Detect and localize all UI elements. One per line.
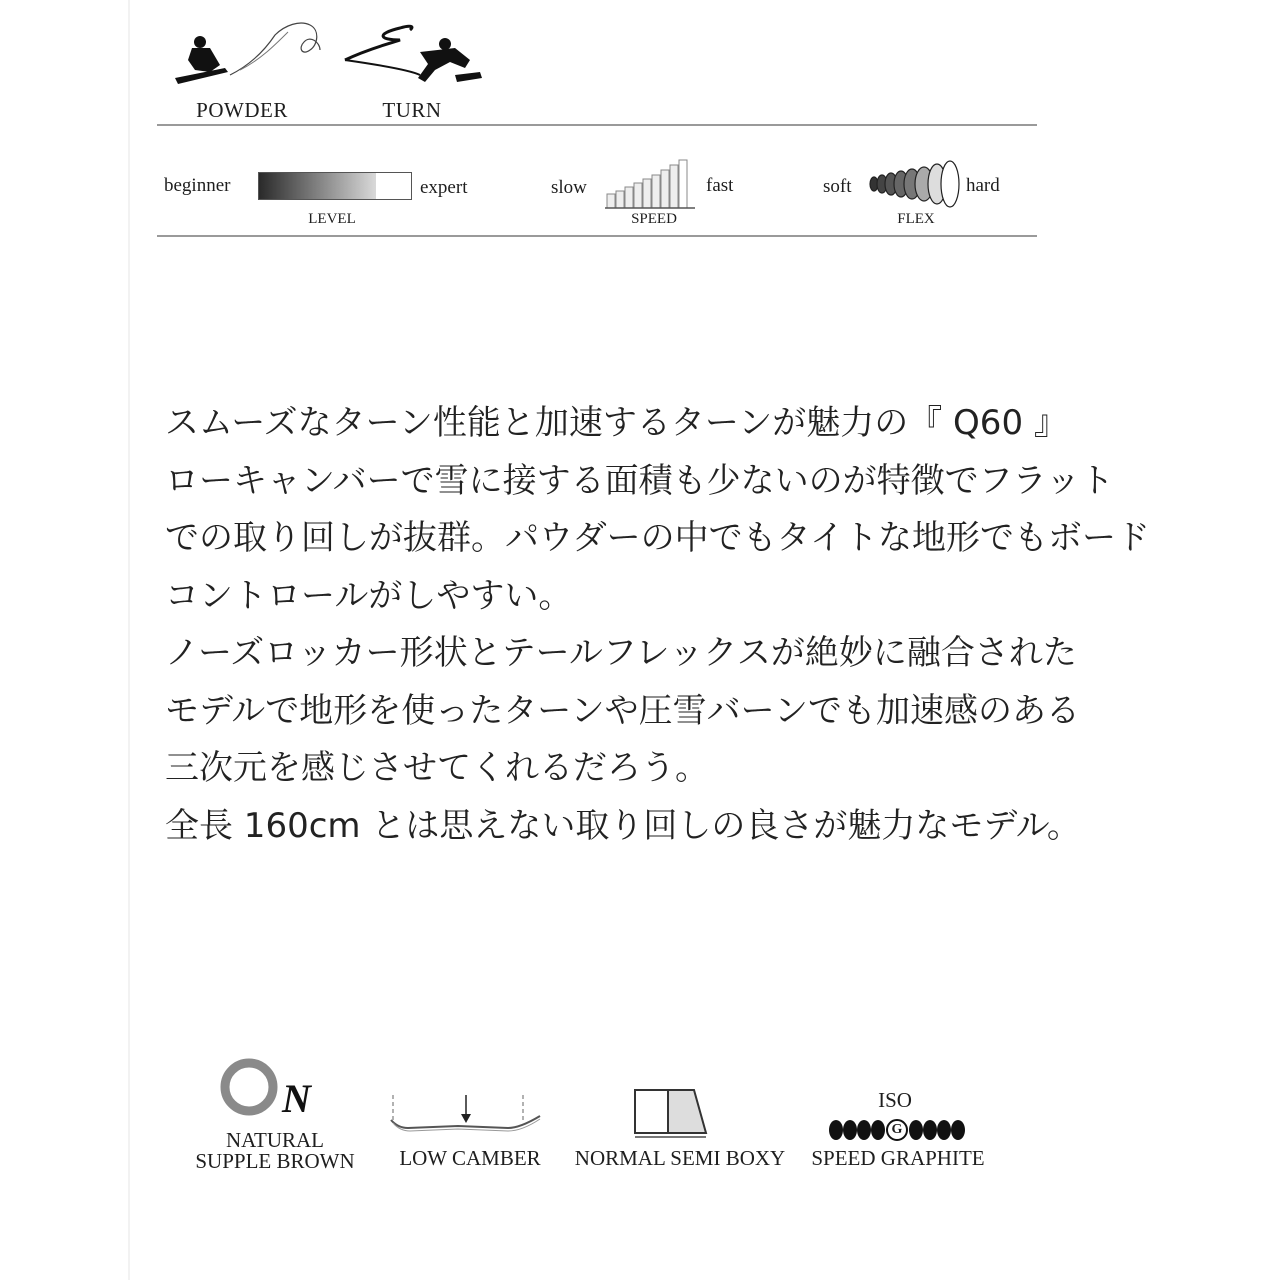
speed-graphite-icon — [826, 1117, 971, 1143]
flex-max-label: hard — [966, 175, 1000, 196]
level-min-label: beginner — [164, 175, 231, 196]
level-bar-fill — [259, 173, 376, 199]
turn-label: TURN — [382, 98, 442, 122]
core-caption — [185, 1130, 365, 1172]
description-line: ノーズロッカー形状とテールフレックスが絶妙に融合された — [165, 633, 1077, 673]
semi-boxy-sidewall-icon — [632, 1085, 712, 1140]
speed-caption: SPEED — [631, 211, 677, 227]
description — [165, 395, 1165, 855]
speed-min-label: slow — [551, 177, 587, 198]
turn-icon — [340, 20, 490, 90]
level-max-label: expert — [420, 177, 468, 198]
base-top-label: ISO — [878, 1088, 912, 1112]
description-line: 三次元を感じさせてくれるだろう。 — [165, 748, 709, 788]
flex-min-label: soft — [823, 176, 852, 197]
powder-icon — [170, 20, 330, 90]
speed-steps-icon — [605, 158, 700, 210]
base-center-mark: G — [891, 1122, 903, 1137]
flex-caption: FLEX — [897, 211, 935, 227]
description-line: コントロールがしやすい。 — [165, 575, 573, 616]
sidewall-caption: NORMAL SEMI BOXY — [574, 1146, 786, 1170]
bottom-divider — [157, 235, 1037, 237]
speed-max-label: fast — [706, 175, 734, 196]
top-divider — [157, 124, 1037, 126]
flex-discs-icon — [866, 158, 962, 210]
description-line: スムーズなターン性能と加速するターンが魅力の『 Q60 』 — [165, 403, 1068, 443]
level-caption: LEVEL — [308, 211, 356, 227]
description-line: 全長 160cm とは思えない取り回しの良さが魅力なモデル。 — [165, 805, 1081, 846]
description-line: ローキャンバーで雪に接する面積も少ないのが特徴でフラット — [165, 460, 1114, 501]
base-caption: SPEED GRAPHITE — [811, 1146, 985, 1170]
description-line: での取り回しが抜群。パウダーの中でもタイトな地形でもボード — [165, 518, 1150, 558]
low-camber-icon — [388, 1090, 548, 1140]
camber-caption: LOW CAMBER — [399, 1146, 541, 1170]
level-bar — [258, 172, 412, 200]
powder-label: POWDER — [196, 98, 288, 122]
core-line1: NATURAL — [226, 1128, 324, 1152]
description-line: モデルで地形を使ったターンや圧雪バーンでも加速感のある — [165, 690, 1080, 731]
core-logo-letter: N — [282, 1076, 311, 1121]
page-edge — [128, 0, 130, 1280]
core-logo — [220, 1055, 335, 1120]
core-line2: SUPPLE BROWN — [195, 1149, 355, 1173]
